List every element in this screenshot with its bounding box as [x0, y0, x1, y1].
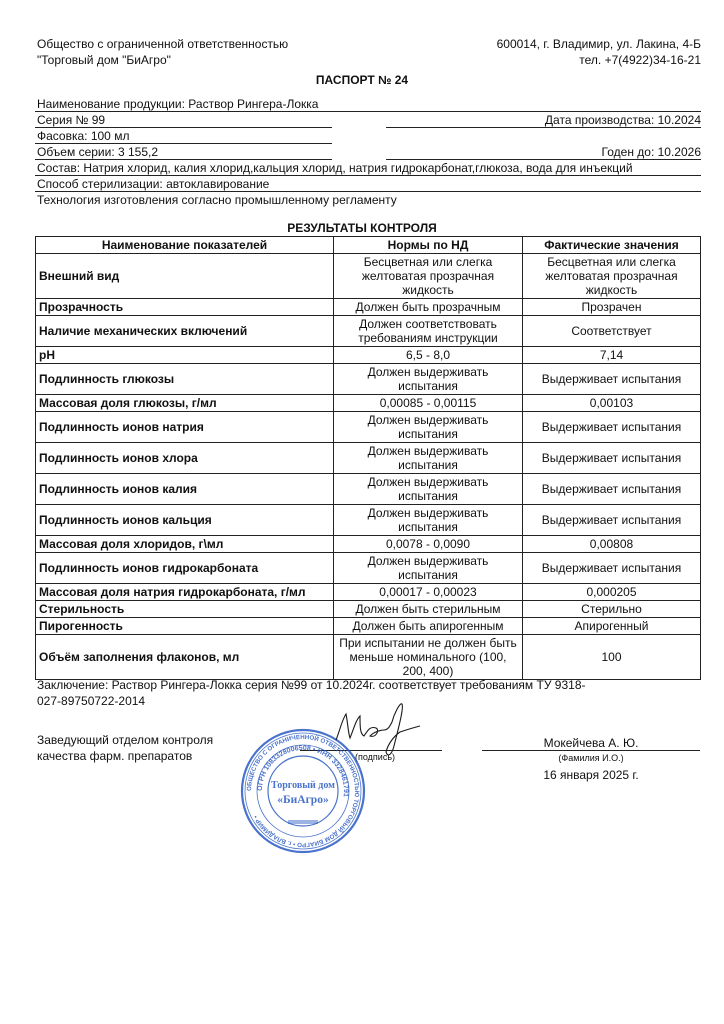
- norm-value: Должен выдерживать испытания: [334, 474, 523, 505]
- norm-value: 0,00085 - 0,00115: [334, 395, 523, 412]
- stamp-ring-text: ОБЩЕСТВО С ОГРАНИЧЕННОЙ ОТВЕТСТВЕННОСТЬЮ ТОРГОВЫЙ ДОМ БИАГРО • г. ВЛАДИМИР •: [245, 733, 361, 849]
- company-line-2: "Торговый дом "БиАгро": [37, 53, 171, 67]
- norm-value: Должен выдерживать испытания: [334, 505, 523, 536]
- divider: [35, 191, 701, 192]
- indicator-name: Внешний вид: [36, 254, 334, 299]
- actual-value: Выдерживает испытания: [523, 505, 701, 536]
- table-row: [36, 412, 701, 443]
- results-title: РЕЗУЛЬТАТЫ КОНТРОЛЯ: [287, 221, 437, 235]
- stamp-center-line-1: Торговый дом: [271, 780, 335, 791]
- packaging: Фасовка: 100 мл: [37, 129, 130, 143]
- conclusion-text: Заключение: Раствор Рингера-Локка серия №99 от 10.2024г. соответствует требованиям ТУ 9318-027-89750722-2014: [37, 678, 586, 708]
- column-header-norm: Нормы по НД: [334, 237, 523, 254]
- table-row: [36, 584, 701, 601]
- production-date: Дата производства: 10.2024: [544, 113, 701, 127]
- actual-value: Выдерживает испытания: [523, 443, 701, 474]
- signatory-role-line-2: качества фарм. препаратов: [37, 749, 193, 763]
- actual-value: Выдерживает испытания: [523, 474, 701, 505]
- table-header-row: [36, 237, 701, 254]
- actual-value: Бесцветная или слегка желтоватая прозрачная жидкость: [523, 254, 701, 299]
- actual-value: 0,000205: [523, 584, 701, 601]
- indicator-name: Подлинность ионов гидрокарбоната: [36, 553, 334, 584]
- actual-value: Стерильно: [523, 601, 701, 618]
- actual-value: Прозрачен: [523, 299, 701, 316]
- indicator-name: Объём заполнения флаконов, мл: [36, 635, 334, 680]
- indicator-name: Подлинность ионов хлора: [36, 443, 334, 474]
- actual-value: 100: [523, 635, 701, 680]
- indicator-name: Подлинность ионов натрия: [36, 412, 334, 443]
- indicator-name: Подлинность ионов калия: [36, 474, 334, 505]
- table-row: [36, 299, 701, 316]
- actual-value: 7,14: [523, 347, 701, 364]
- divider: [386, 159, 701, 160]
- norm-value: Должен выдерживать испытания: [334, 364, 523, 395]
- expiry-date: Годен до: 10.2026: [601, 145, 701, 159]
- actual-value: Апирогенный: [523, 618, 701, 635]
- divider: [386, 127, 701, 128]
- company-name: [37, 36, 288, 68]
- series-number: Серия № 99: [37, 113, 106, 127]
- norm-value: Бесцветная или слегка желтоватая прозрачная жидкость: [334, 254, 523, 299]
- indicator-name: Прозрачность: [36, 299, 334, 316]
- table-row: [36, 443, 701, 474]
- indicator-name: Массовая доля хлоридов, г\мл: [36, 536, 334, 553]
- stamp-center-line-2: «БиАгро»: [277, 794, 329, 806]
- table-row: [36, 254, 701, 299]
- actual-value: 0,00103: [523, 395, 701, 412]
- divider: [35, 127, 332, 128]
- product-name: Наименование продукции: Раствор Рингера-Локка: [37, 97, 319, 111]
- name-line: [482, 750, 700, 751]
- actual-value: Выдерживает испытания: [523, 412, 701, 443]
- company-line-1: Общество с ограниченной ответственностью: [37, 37, 289, 51]
- divider: [35, 175, 701, 176]
- norm-value: Должен быть прозрачным: [334, 299, 523, 316]
- indicator-name: Массовая доля глюкозы, г/мл: [36, 395, 334, 412]
- table-row: [36, 395, 701, 412]
- actual-value: Выдерживает испытания: [523, 553, 701, 584]
- company-phone: тел. +7(4922)34-16-21: [579, 53, 701, 67]
- indicator-name: Стерильность: [36, 601, 334, 618]
- stamp-inner-ring-text: ОГРН 1083328006508 • ИНН 3328461791: [256, 744, 350, 798]
- norm-value: Должен выдерживать испытания: [334, 412, 523, 443]
- norm-value: При испытании не должен быть меньше номинального (100, 200, 400): [334, 635, 523, 680]
- norm-value: 6,5 - 8,0: [334, 347, 523, 364]
- name-caption: (Фамилия И.О.): [558, 753, 624, 763]
- column-header-indicator: Наименование показателей: [36, 237, 334, 254]
- table-row: [36, 536, 701, 553]
- signatory-role-line-1: Заведующий отделом контроля: [37, 733, 214, 747]
- signatory-role: [37, 732, 213, 764]
- table-row: [36, 474, 701, 505]
- norm-value: 0,00017 - 0,00023: [334, 584, 523, 601]
- table-row: [36, 618, 701, 635]
- table-row: [36, 601, 701, 618]
- norm-value: Должен быть стерильным: [334, 601, 523, 618]
- indicator-name: Пирогенность: [36, 618, 334, 635]
- indicator-name: Массовая доля натрия гидрокарбоната, г/мл: [36, 584, 334, 601]
- norm-value: Должен быть апирогенным: [334, 618, 523, 635]
- signature-caption: (подпись): [355, 752, 396, 762]
- handwritten-signature-icon: [330, 700, 440, 760]
- norm-value: 0,0078 - 0,0090: [334, 536, 523, 553]
- table-row: [36, 364, 701, 395]
- table-row: [36, 505, 701, 536]
- results-table: [35, 236, 701, 680]
- indicator-name: Наличие механических включений: [36, 316, 334, 347]
- actual-value: Соответствует: [523, 316, 701, 347]
- actual-value: Выдерживает испытания: [523, 364, 701, 395]
- company-address: 600014, г. Владимир, ул. Лакина, 4-Б: [496, 37, 701, 51]
- norm-value: Должен соответствовать требованиям инструкции: [334, 316, 523, 347]
- manufacturing-technology: Технология изготовления согласно промышленному регламенту: [37, 193, 397, 207]
- divider: [35, 143, 332, 144]
- table-row: [36, 553, 701, 584]
- table-row: [36, 316, 701, 347]
- batch-volume: Объем серии: 3 155,2: [37, 145, 159, 159]
- norm-value: Должен выдерживать испытания: [334, 553, 523, 584]
- column-header-actual: Фактические значения: [523, 237, 701, 254]
- document-title: ПАСПОРТ № 24: [315, 73, 409, 87]
- sterilization-method: Способ стерилизации: автоклавирование: [37, 177, 270, 191]
- indicator-name: Подлинность глюкозы: [36, 364, 334, 395]
- actual-value: 0,00808: [523, 536, 701, 553]
- signatory-name: Мокейчева А. Ю.: [543, 736, 639, 750]
- divider: [35, 111, 701, 112]
- norm-value: Должен выдерживать испытания: [334, 443, 523, 474]
- indicator-name: pH: [36, 347, 334, 364]
- table-row: [36, 347, 701, 364]
- indicator-name: Подлинность ионов кальция: [36, 505, 334, 536]
- table-row: [36, 635, 701, 680]
- signature-date: 16 января 2025 г.: [543, 768, 639, 782]
- divider: [35, 159, 332, 160]
- company-contacts: [497, 36, 701, 68]
- composition: Состав: Натрия хлорид, калия хлорид,кальция хлорид, натрия гидрокарбонат,глюкоза, вода для инъекций: [37, 161, 633, 175]
